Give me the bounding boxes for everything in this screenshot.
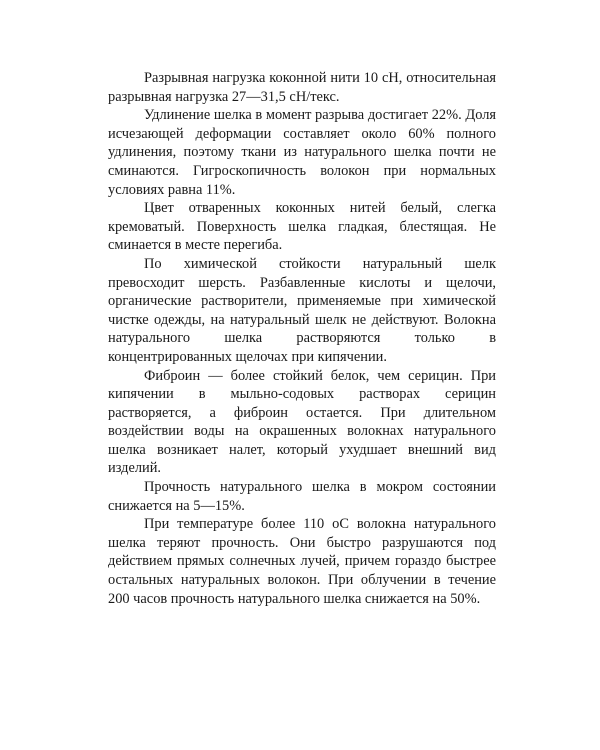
- document-body: [108, 69, 496, 608]
- paragraph-temperature: При температуре более 110 оС волокна натурального шелка теряют прочность. Они быстро разрушаются под действием прямых солнечных лучей, причем гораздо быстрее остальных натуральных волокон. При облучении в течение 200 часов прочность натурального шелка снижается на 50%.: [108, 516, 496, 607]
- paragraph-color: Цвет отваренных коконных нитей белый, слегка кремоватый. Поверхность шелка гладкая, блестящая. Не сминается в месте перегиба.: [108, 200, 496, 254]
- paragraph-fibroin: Фиброин — более стойкий белок, чем серицин. При кипячении в мыльно-содовых растворах серицин растворяется, а фиброин остается. При длительном воздействии воды на окрашенных волокнах натурального шелка возникает налет, который ухудшает внешний вид изделий.: [108, 367, 496, 477]
- paragraph-chemical-resistance: По химической стойкости натуральный шелк превосходит шерсть. Разбавленные кислоты и щелочи, органические растворители, применяемые при химической чистке одежды, на натуральный шелк не действуют. Волокна натурального шелка растворяются только в концентрированных щелочах при кипячении.: [108, 255, 496, 365]
- paragraph-breaking-load: Разрывная нагрузка коконной нити 10 сН, относительная разрывная нагрузка 27—31,5 сН/текс.: [108, 70, 496, 105]
- paragraph-wet-strength: Прочность натурального шелка в мокром состоянии снижается на 5—15%.: [108, 479, 496, 514]
- paragraph-elongation: Удлинение шелка в момент разрыва достигает 22%. Доля исчезающей деформации составляет около 60% полного удлинения, поэтому ткани из натурального шелка почти не сминаются. Гигроскопичность волокон при нормальных условиях равна 11%.: [108, 107, 496, 198]
